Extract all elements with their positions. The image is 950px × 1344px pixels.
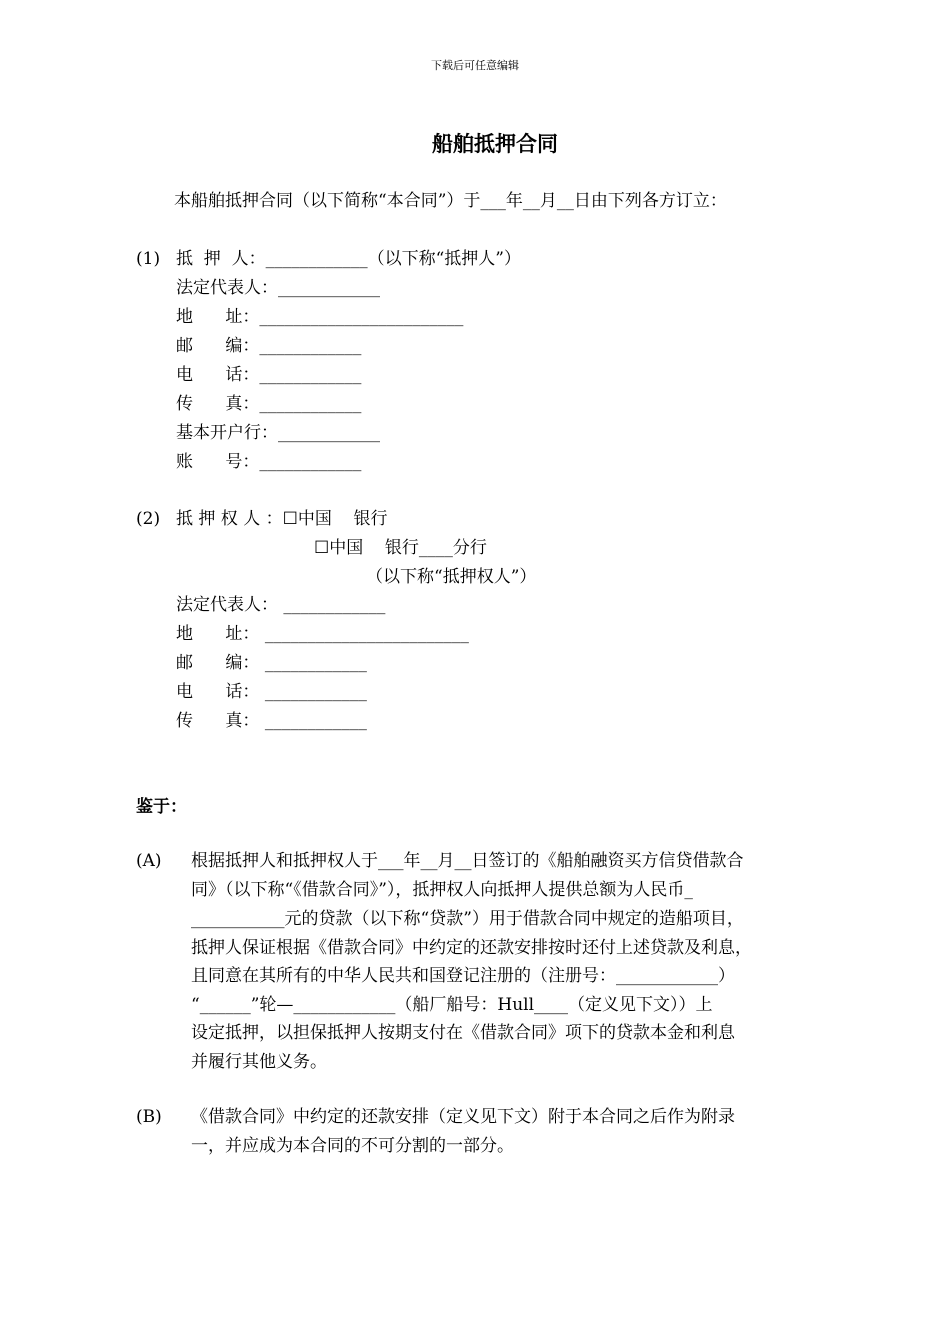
clause-b-line: 一，并应成为本合同的不可分割的一部分。 [191,1136,514,1156]
party2-postcode: 邮 编： ____________ [176,653,367,673]
clause-a-line: 且同意在其所有的中华人民共和国登记注册的（注册号：____________） [191,966,735,986]
clause-a-line: 并履行其他义务。 [191,1052,327,1072]
header-note: 下载后可任意编辑 [431,59,519,72]
intro-paragraph: 本船舶抵押合同（以下简称“本合同”）于___年__月__日由下列各方订立： [174,191,727,211]
clause-a-line: 设定抵押，以担保抵押人按期支付在《借款合同》项下的贷款本金和利息 [191,1023,735,1043]
party1-number: (1) [136,249,161,269]
party1-legal-rep: 法定代表人：____________ [176,278,380,298]
party2-branch-line: ☐中国 银行____分行 [314,538,487,558]
party1-address: 地 址：________________________ [176,307,464,327]
party1-mortgagor-line: 抵 押 人：____________（以下称“抵押人”） [176,249,521,269]
party2-number: (2) [136,509,161,529]
document-title: 船舶抵押合同 [432,131,558,156]
party1-account: 账 号：____________ [176,452,362,472]
party2-mortgagee-line: 抵 押 权 人 ：☐中国 银行 [176,509,388,529]
clause-a-line: ___________元的贷款（以下称“贷款”）用于借款合同中规定的造船项目， [191,909,744,929]
clause-a-line: “______”轮—____________（船厂船号：Hull____（定义见下文））上 [191,995,713,1015]
party2-legal-rep: 法定代表人： ____________ [176,595,386,615]
clause-b-label: (B) [136,1107,162,1127]
party1-phone: 电 话：____________ [176,365,362,385]
party1-postcode: 邮 编：____________ [176,336,362,356]
party1-fax: 传 真：____________ [176,394,362,414]
clause-a-line: 同》（以下称“《借款合同》”），抵押权人向抵押人提供总额为人民币_ [191,880,693,900]
clause-b-line: 《借款合同》中约定的还款安排（定义见下文）附于本合同之后作为附录 [191,1107,735,1127]
party2-fax: 传 真： ____________ [176,711,367,731]
party2-alias-line: （以下称“抵押权人”） [366,567,537,587]
party2-phone: 电 话： ____________ [176,682,367,702]
clause-a-label: (A) [136,851,162,871]
party2-address: 地 址： ________________________ [176,624,469,644]
party1-bank: 基本开户行：____________ [176,423,380,443]
whereas-heading: 鉴于： [136,797,187,817]
clause-a-line: 抵押人保证根据《借款合同》中约定的还款安排按时还付上述贷款及利息， [191,938,752,958]
clause-a-line: 根据抵押人和抵押权人于___年__月__日签订的《船舶融资买方信贷借款合 [191,851,744,871]
